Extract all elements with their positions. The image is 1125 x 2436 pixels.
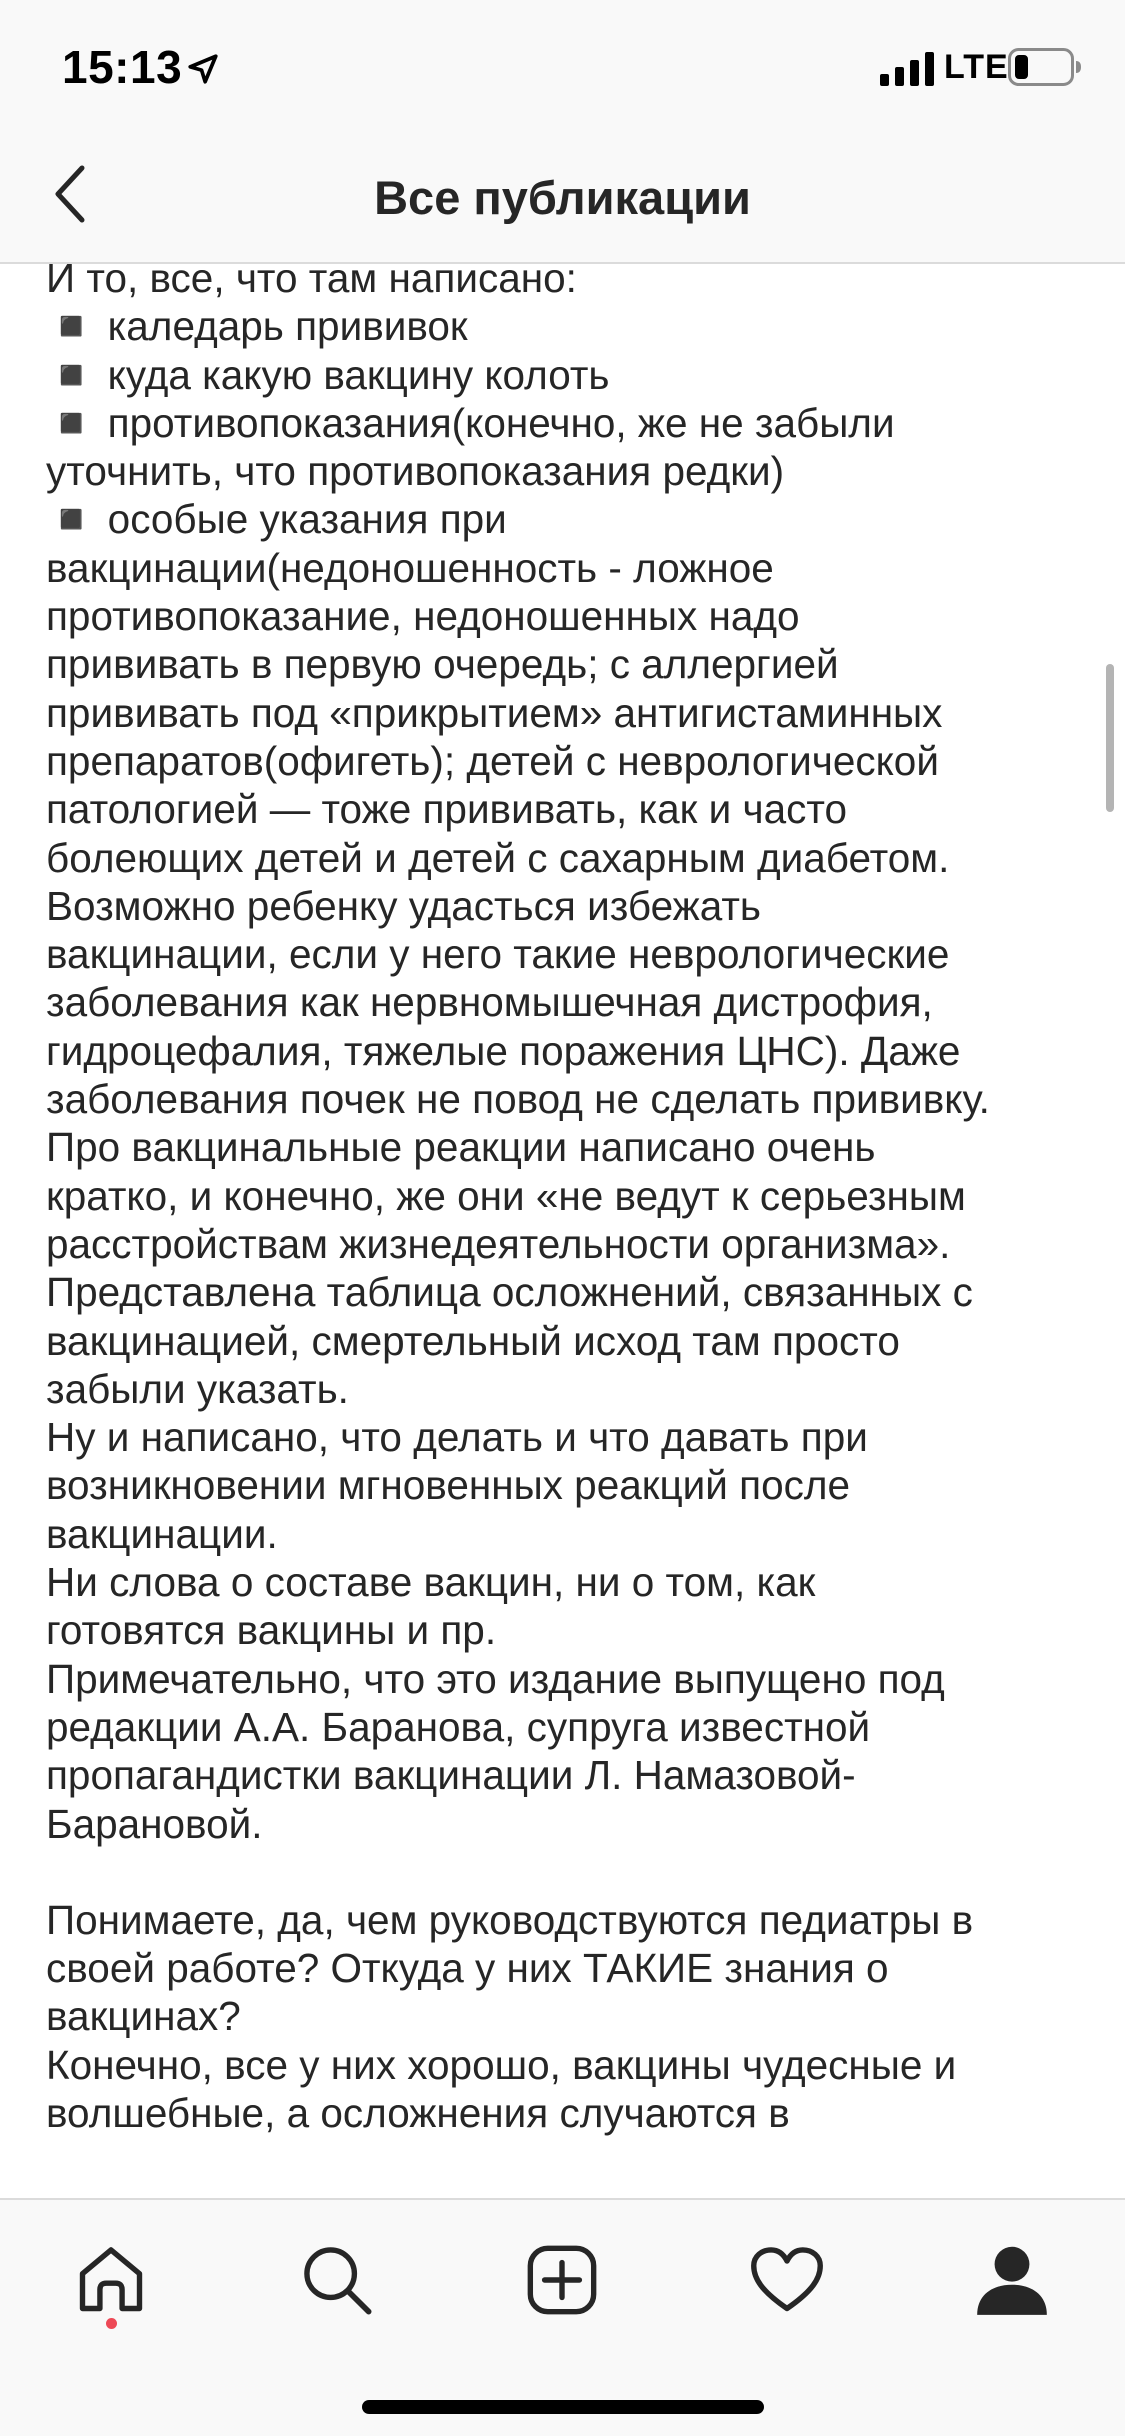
location-arrow-icon: [186, 52, 220, 86]
post-caption: [46, 264, 1086, 2137]
post-line: возникновении мгновенных реакций после: [46, 1462, 851, 1509]
heart-icon: [749, 2242, 825, 2318]
post-line: препаратов(офигеть); детей с неврологической: [46, 737, 939, 784]
post-line: волшебные, а осложнения случаются в: [46, 2089, 790, 2136]
status-time: 15:13: [62, 41, 183, 93]
search-icon: [299, 2242, 375, 2318]
post-line: Примечательно, что это издание выпущено под: [46, 1655, 945, 1702]
network-label: LTE: [944, 48, 1009, 86]
scroll-indicator[interactable]: [1106, 664, 1114, 812]
tab-new-post[interactable]: [512, 2230, 612, 2330]
nav-header: [0, 132, 1125, 264]
status-bar: [0, 0, 1125, 132]
paragraph-gap: [46, 1848, 1086, 1896]
post-line: Ну и написано, что делать и что давать при: [46, 1414, 868, 1461]
tab-profile[interactable]: [962, 2230, 1062, 2330]
post-content[interactable]: [0, 264, 1125, 2198]
post-line: редакции А.А. Баранова, супруга известной: [46, 1703, 871, 1750]
post-line: противопоказание, недоношенных надо: [46, 593, 800, 640]
post-line: гидроцефалия, тяжелые поражения ЦНС). Даже: [46, 1027, 961, 1074]
home-indicator[interactable]: [362, 2400, 764, 2414]
profile-icon: [974, 2242, 1050, 2318]
post-line: ◾️ особые указания при: [46, 496, 507, 543]
post-line: Ни слова о составе вакцин, ни о том, как: [46, 1559, 816, 1606]
tab-search[interactable]: [287, 2230, 387, 2330]
page-title: Все публикации: [374, 171, 751, 224]
post-line: готовятся вакцины и пр.: [46, 1607, 497, 1654]
post-line: Конечно, все у них хорошо, вакцины чудесные и: [46, 2041, 957, 2088]
notification-dot: [106, 2318, 117, 2329]
post-line: ◾️ противопоказания(конечно, же не забыли: [46, 399, 895, 446]
post-line: прививать в первую очередь; с аллергией: [46, 641, 839, 688]
post-line: Возможно ребенку удасться избежать: [46, 882, 762, 929]
post-line: ◾️ каледарь прививок: [46, 303, 468, 350]
post-line: патологией — тоже прививать, как и часто: [46, 786, 848, 833]
post-line: Понимаете, да, чем руководствуются педиатры в: [46, 1896, 974, 1943]
post-line: болеющих детей и детей с сахарным диабетом.: [46, 834, 950, 881]
battery-low-icon: [1008, 48, 1082, 86]
post-line: вакцинах?: [46, 1993, 241, 2040]
post-line: вакцинации(недоношенность - ложное: [46, 544, 774, 591]
post-line: кратко, и конечно, же они «не ведут к серьезным: [46, 1172, 966, 1219]
home-icon: [73, 2242, 149, 2318]
post-line: вакцинации, если у него такие неврологические: [46, 931, 950, 978]
post-line: вакцинации.: [46, 1510, 278, 1557]
post-line: пропагандистки вакцинации Л. Намазовой-: [46, 1752, 856, 1799]
post-line: вакцинацией, смертельный исход там просто: [46, 1317, 900, 1364]
post-line: И то, все, что там написано:: [46, 264, 577, 301]
post-line: заболевания как нервномышечная дистрофия,: [46, 979, 933, 1026]
post-line: расстройствам жизнедеятельности организма».: [46, 1220, 951, 1267]
post-line: своей работе? Откуда у них ТАКИЕ знания о: [46, 1945, 889, 1992]
tab-home[interactable]: [61, 2230, 161, 2330]
signal-bars-icon: [880, 52, 936, 86]
post-line: заболевания почек не повод не сделать прививку.: [46, 1076, 990, 1123]
post-line: ◾️ куда какую вакцину колоть: [46, 351, 610, 398]
post-line: забыли указать.: [46, 1365, 349, 1412]
post-line: Про вакцинальные реакции написано очень: [46, 1124, 876, 1171]
post-line: прививать под «прикрытием» антигистаминных: [46, 689, 943, 736]
post-line: уточнить, что противопоказания редки): [46, 448, 785, 495]
post-line: Барановой.: [46, 1800, 263, 1847]
plus-square-icon: [524, 2242, 600, 2318]
post-line: Представлена таблица осложнений, связанных с: [46, 1269, 973, 1316]
tab-activity[interactable]: [737, 2230, 837, 2330]
